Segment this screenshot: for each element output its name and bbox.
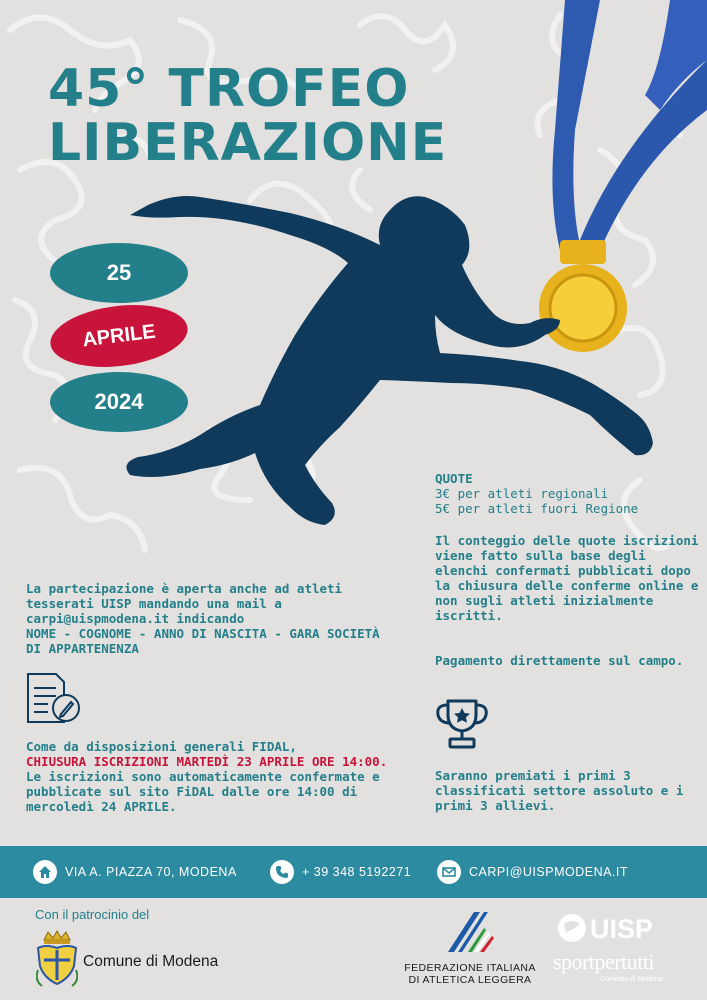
- home-icon: [33, 860, 57, 884]
- fees-section: [435, 471, 705, 516]
- phone-text: + 39 348 5192271: [302, 865, 412, 879]
- prizes-note: Saranno premiati i primi 3 classificati settore assoluto e i primi 3 allievi.: [435, 768, 684, 813]
- fee-regional: 3€ per atleti regionali: [435, 486, 609, 501]
- participation-fields: NOME - COGNOME - ANNO DI NASCITA - GARA SOCIETÀ DI APPARTENENZA: [26, 626, 380, 656]
- comitato-label: Comitato di Modena: [600, 976, 663, 983]
- sportpertutti-wordmark: sportpertutti: [553, 949, 655, 974]
- address-text: VIA A. PIAZZA 70, MODENA: [65, 865, 237, 879]
- participation-section: [26, 581, 396, 656]
- fee-outside-region: 5€ per atleti fuori Regione: [435, 501, 639, 516]
- date-month-pill: APRILE: [47, 298, 191, 374]
- fidal-intro: Come da disposizioni generali FIDAL,: [26, 739, 297, 754]
- comune-name: Comune di Modena: [83, 953, 219, 970]
- fees-heading: QUOTE: [435, 471, 473, 486]
- payment-note: Pagamento direttamente sul campo.: [435, 653, 684, 668]
- patronage-label: Con il patrocinio del: [35, 907, 150, 922]
- email-text: CARPI@UISPMODENA.IT: [469, 865, 629, 879]
- uisp-wordmark: UISP: [590, 914, 654, 944]
- registration-deadline: CHIUSURA ISCRIZIONI MARTEDÌ 23 APRILE ORE 14:00.: [26, 754, 388, 769]
- fidal-logo-icon: [438, 912, 498, 954]
- fidal-section: [26, 739, 406, 814]
- title-line-1: 45° TROFEO: [48, 59, 410, 119]
- modena-crest-icon: [36, 930, 78, 988]
- fidal-name: [400, 962, 540, 986]
- contact-bar: [0, 846, 707, 898]
- trophy-icon: [432, 697, 492, 753]
- contact-address: [33, 846, 237, 898]
- counting-note: Il conteggio delle quote iscrizioni viene fatto sulla base degli elenchi confermati pubblicati dopo la chiusura delle conferme online e non sugli atleti inizialmente iscritti.: [435, 533, 699, 623]
- contact-phone[interactable]: [270, 846, 411, 898]
- contact-email[interactable]: [437, 846, 628, 898]
- fidal-name-line-2: DI ATLETICA LEGGERA: [408, 974, 532, 986]
- date-day-pill: 25: [50, 243, 188, 303]
- mail-icon: [437, 860, 461, 884]
- fidal-name-line-1: FEDERAZIONE ITALIANA: [404, 962, 536, 974]
- title-line-2: LIBERAZIONE: [48, 113, 448, 173]
- event-title: [48, 59, 448, 173]
- participation-text: La partecipazione è aperta anche ad atleti tesserati UISP mandando una mail a carpi@uispmodena.it indicando: [26, 581, 343, 626]
- phone-icon: [270, 860, 294, 884]
- document-pen-icon: [26, 672, 82, 726]
- date-year-pill: 2024: [50, 372, 188, 432]
- fidal-publication: Le iscrizioni sono automaticamente confermate e pubblicate sul sito FiDAL dalle ore 14:00 di mercoledì 24 APRILE.: [26, 769, 380, 814]
